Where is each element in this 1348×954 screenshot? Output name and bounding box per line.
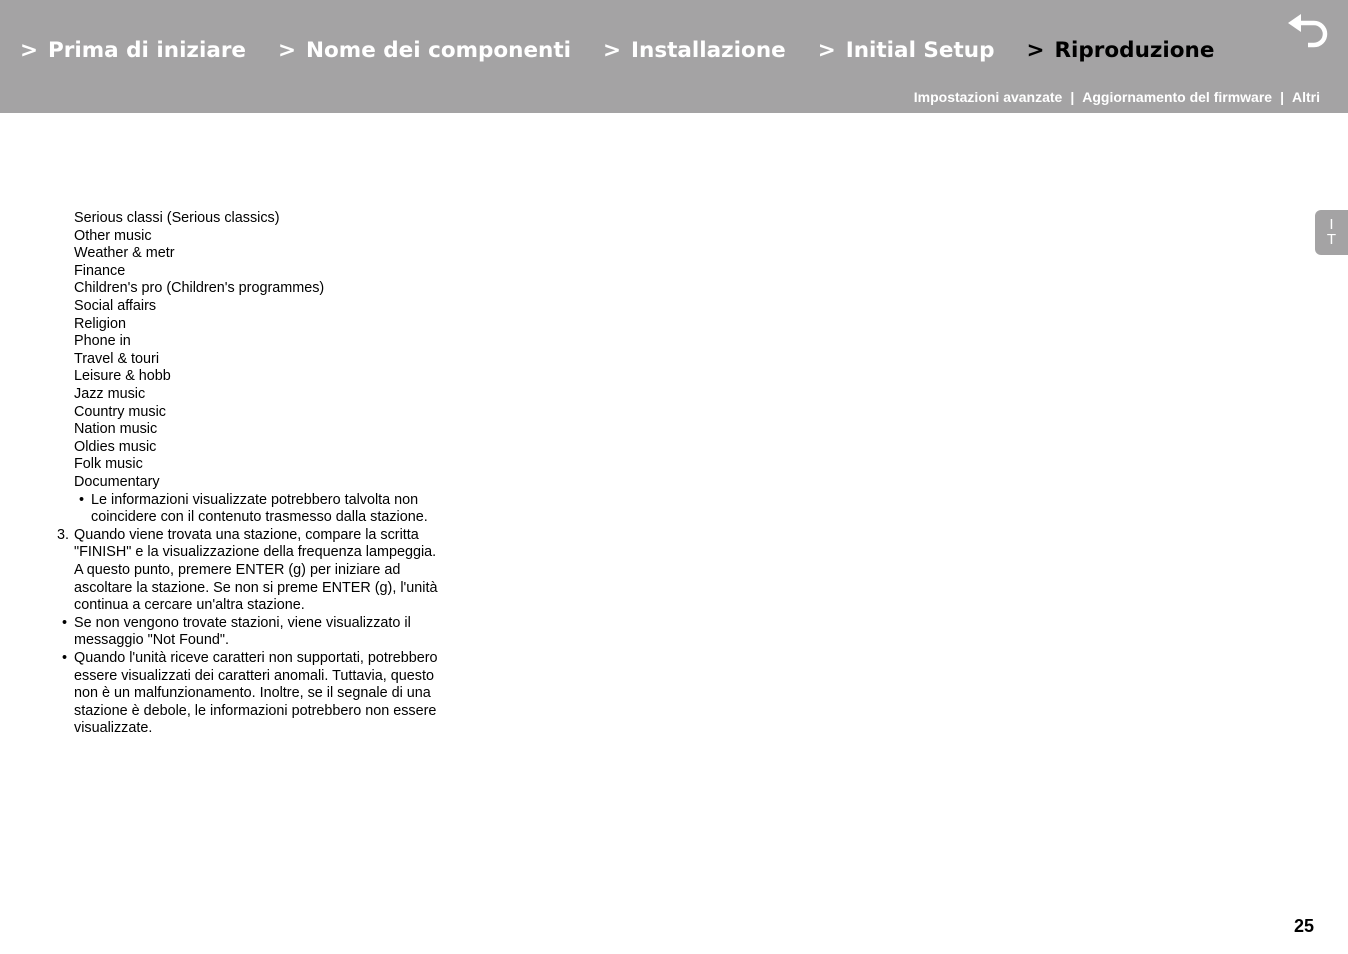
genre-item: Jazz music xyxy=(74,386,146,402)
step-text-line: Quando viene trovata una stazione, compare la scritta xyxy=(74,526,419,543)
genre-item: Religion xyxy=(74,315,126,332)
genre-item: Social affairs xyxy=(74,298,157,314)
subnav-separator: | xyxy=(1280,89,1284,105)
main-navigation xyxy=(20,38,1214,63)
step-text-line: "FINISH" e la visualizzazione della frequenza lampeggia. xyxy=(74,544,437,561)
note-text-line: visualizzate. xyxy=(74,720,153,737)
bullet-text-line: Le informazioni visualizzate potrebbero talvolta non xyxy=(91,491,419,508)
note-text-line: messaggio "Not Found". xyxy=(74,632,230,649)
note-text-line: non è un malfunzionamento. Inoltre, se il segnale di una xyxy=(74,685,431,702)
bullet-marker: • xyxy=(62,614,68,631)
genre-item: Travel & touri xyxy=(74,350,160,367)
step-text-line: A questo punto, premere ENTER (g) per iniziare ad xyxy=(74,562,401,578)
genre-item: Nation music xyxy=(74,421,158,438)
nav-link-prima-di-iniziare[interactable] xyxy=(20,38,246,63)
note-text-line: Quando l'unità riceve caratteri non supportati, potrebbero xyxy=(74,650,438,666)
nav-link-label: Initial Setup xyxy=(845,38,995,63)
note-text-line: stazione è debole, le informazioni potrebbero non essere xyxy=(74,702,437,719)
subnav-link-impostazioni-avanzate[interactable]: Impostazioni avanzate xyxy=(913,89,1063,105)
subnav-separator: | xyxy=(1070,89,1075,105)
genre-item: Phone in xyxy=(74,333,131,350)
language-letter: T xyxy=(1326,231,1337,248)
genre-item: Country music xyxy=(74,403,166,420)
nav-link-initial-setup[interactable] xyxy=(818,38,995,63)
genre-item: Documentary xyxy=(74,474,160,490)
nav-link-label: Prima di iniziare xyxy=(48,38,247,63)
nav-link-label: Nome dei componenti xyxy=(306,38,572,63)
return-arrow-icon xyxy=(1286,14,1330,50)
page-number: 25 xyxy=(1294,916,1315,936)
chevron-right-icon: > xyxy=(278,38,297,63)
header-bar xyxy=(0,0,1348,113)
nav-link-nome-dei-componenti[interactable] xyxy=(278,38,571,63)
genre-item: Children's pro (Children's programmes) xyxy=(74,280,325,297)
chevron-right-icon: > xyxy=(20,38,39,63)
chevron-right-icon: > xyxy=(603,38,622,63)
genre-item: Oldies music xyxy=(74,438,157,455)
subnav-link-aggiornamento-firmware[interactable]: Aggiornamento del firmware xyxy=(1082,89,1273,105)
secondary-navigation xyxy=(914,89,1320,105)
chevron-right-icon: > xyxy=(1026,38,1045,63)
language-tab-it[interactable] xyxy=(1315,210,1348,255)
genre-item: Weather & metr xyxy=(74,245,175,262)
genre-item: Other music xyxy=(74,227,152,244)
nav-link-label: Installazione xyxy=(631,38,786,63)
back-button[interactable] xyxy=(1286,14,1330,50)
language-letter: I xyxy=(1329,216,1334,233)
step-text-line: ascoltare la stazione. Se non si preme ENTER (g), l'unità xyxy=(74,579,438,596)
bullet-marker: • xyxy=(79,491,85,508)
chevron-right-icon: > xyxy=(817,38,836,63)
genre-item: Serious classi (Serious classics) xyxy=(74,210,280,226)
genre-item: Folk music xyxy=(74,456,143,473)
note-text-line: essere visualizzati dei caratteri anomali. Tuttavia, questo xyxy=(74,667,434,684)
genre-item: Finance xyxy=(74,262,126,279)
step-number: 3. xyxy=(57,526,70,543)
nav-link-riproduzione-active[interactable] xyxy=(1026,38,1214,63)
step-text-line: continua a cercare un'altra stazione. xyxy=(74,597,305,614)
subnav-link-altri[interactable]: Altri xyxy=(1292,89,1320,105)
nav-link-label: Riproduzione xyxy=(1054,38,1215,63)
genre-item: Leisure & hobb xyxy=(74,368,171,385)
bullet-text-line: coincidere con il contenuto trasmesso dalla stazione. xyxy=(91,509,428,526)
bullet-marker: • xyxy=(62,650,68,666)
nav-link-installazione[interactable] xyxy=(603,38,786,63)
note-text-line: Se non vengono trovate stazioni, viene visualizzato il xyxy=(74,614,411,631)
